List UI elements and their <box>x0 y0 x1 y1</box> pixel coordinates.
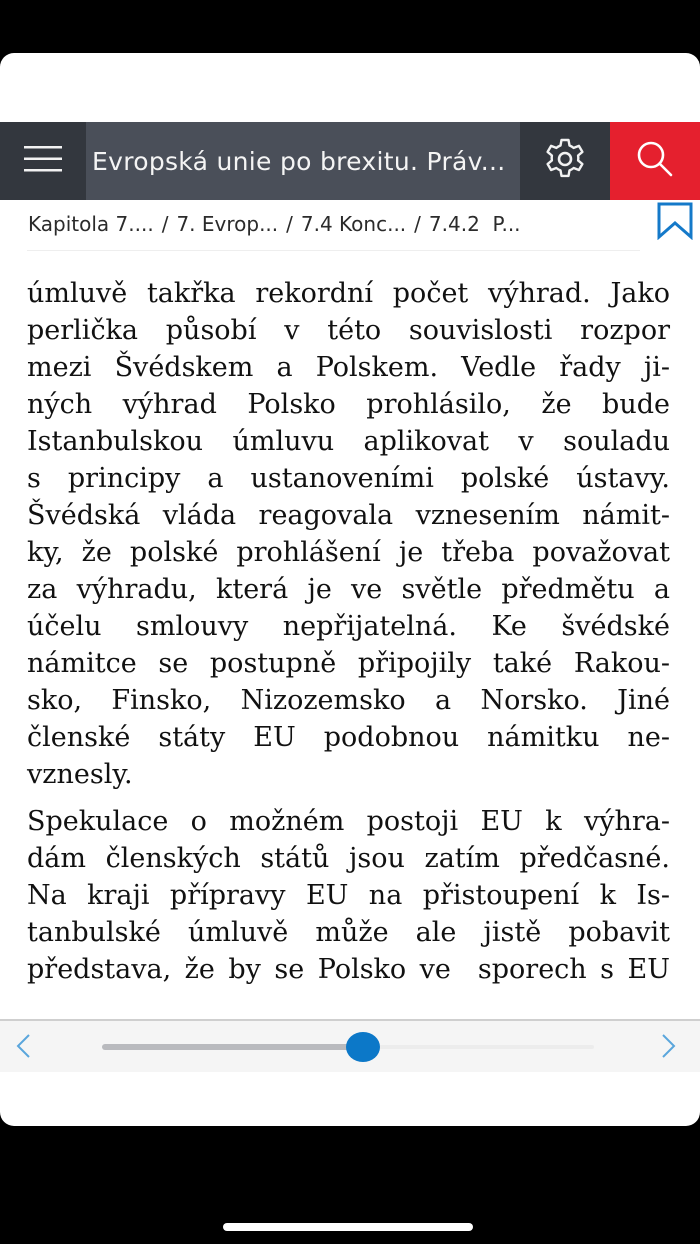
previous-page-button[interactable] <box>14 1033 34 1063</box>
text-line: sko, Finsko, Nizozemsko a Norsko. Jiné <box>27 685 670 716</box>
hamburger-menu-icon <box>23 143 63 179</box>
breadcrumb-separator: / <box>161 212 169 236</box>
breadcrumb-separator: / <box>286 212 293 236</box>
paragraph <box>27 275 670 793</box>
top-toolbar <box>0 122 700 200</box>
breadcrumb <box>28 212 521 236</box>
settings-button[interactable] <box>520 122 610 200</box>
next-page-button[interactable] <box>658 1033 678 1063</box>
paragraph <box>27 803 670 988</box>
chevron-right-icon <box>658 1044 678 1063</box>
text-line: představa, že by se Polsko ve sporech s EU <box>27 954 670 985</box>
text-line: tanbulské úmluvě může ale jistě pobavit <box>27 917 670 948</box>
text-line: s principy a ustanoveními polské ústavy. <box>27 463 670 494</box>
bookmark-button[interactable] <box>657 202 693 244</box>
breadcrumb-divider <box>27 250 640 251</box>
text-line: mezi Švédskem a Polskem. Vedle řady ji- <box>27 352 670 383</box>
text-line: Švédská vláda reagovala vznesením námit- <box>27 500 670 531</box>
breadcrumb-item-chapter[interactable]: Kapitola 7.... <box>28 212 154 236</box>
book-title-text: Evropská unie po brexitu. Práv... <box>92 146 506 176</box>
breadcrumb-item-current[interactable]: 7.4.2 P... <box>428 212 521 236</box>
reader-screen <box>0 53 700 1126</box>
text-line: námitce se postupně připojily také Rakou- <box>27 648 670 679</box>
chevron-left-icon <box>14 1044 34 1063</box>
page-navigation-bar <box>0 1019 700 1072</box>
text-line: za výhradu, která je ve světle předmětu a <box>27 574 670 605</box>
text-line: ky, že polské prohlášení je třeba považovat <box>27 537 670 568</box>
home-indicator[interactable] <box>223 1223 473 1231</box>
text-line: Spekulace o možném postoji EU k výhra- <box>27 806 670 837</box>
text-line: úmluvě takřka rekordní počet výhrad. Jako <box>27 278 670 309</box>
breadcrumb-item-subsection[interactable]: 7.4 Konc... <box>300 212 407 236</box>
gear-icon <box>541 135 589 187</box>
text-line: Na kraji přípravy EU na přistoupení k Is- <box>27 880 670 911</box>
text-line: členské státy EU podobnou námitku ne- <box>27 722 670 753</box>
breadcrumb-bar <box>0 200 700 252</box>
progress-slider-thumb[interactable] <box>346 1032 380 1062</box>
text-line: ných výhrad Polsko prohlásilo, že bude <box>27 389 670 420</box>
search-button[interactable] <box>610 122 700 200</box>
book-title[interactable] <box>86 122 520 200</box>
progress-slider-fill <box>102 1044 363 1050</box>
text-line: účelu smlouvy nepřijatelná. Ke švédské <box>27 611 670 642</box>
breadcrumb-separator: / <box>414 212 421 236</box>
breadcrumb-item-section[interactable]: 7. Evrop... <box>176 212 279 236</box>
text-line: vznesly. <box>27 759 133 790</box>
search-icon <box>633 137 677 185</box>
bookmark-icon <box>657 225 693 244</box>
text-line: Istanbulskou úmluvu aplikovat v souladu <box>27 426 670 457</box>
text-line: perlička působí v této souvislosti rozpor <box>27 315 670 346</box>
menu-button[interactable] <box>0 122 86 200</box>
reader-content <box>27 275 670 998</box>
text-line: dám členských států jsou zatím předčasné. <box>27 843 670 874</box>
